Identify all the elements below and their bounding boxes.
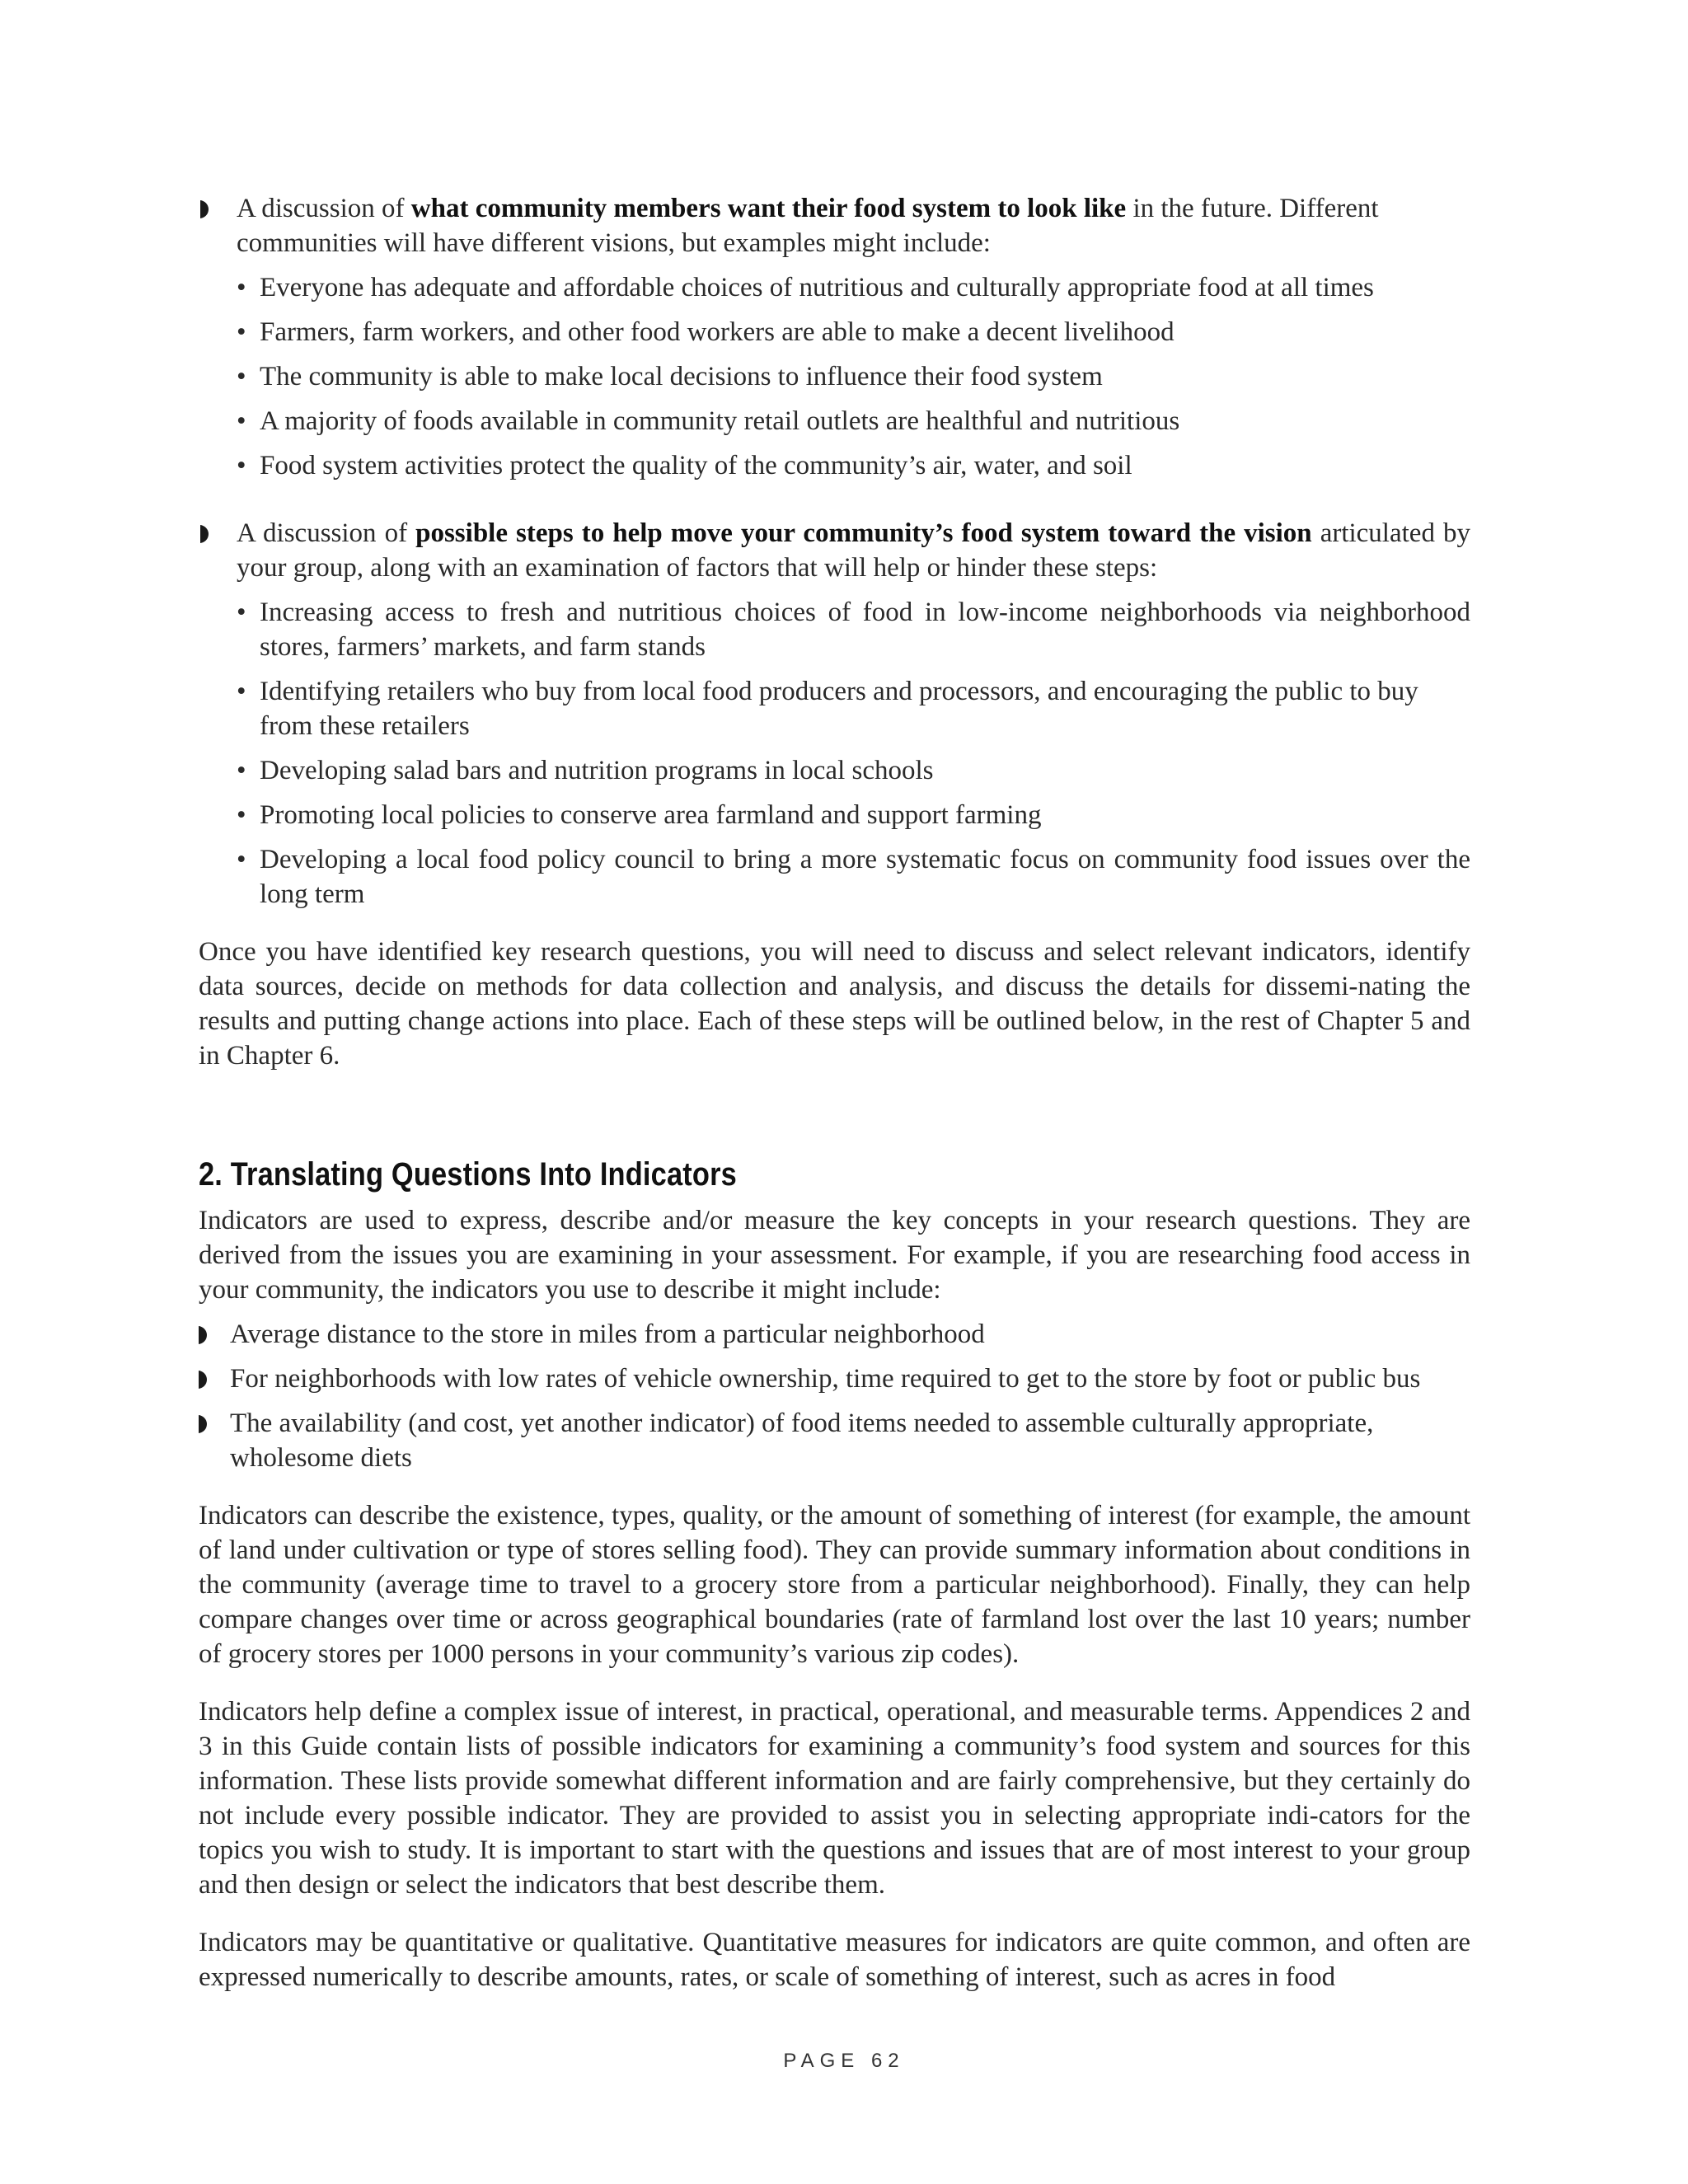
list-item: The availability (and cost, yet another indicator) of food items needed to assemble culturally appropriate, wholesome diets	[199, 1406, 1470, 1475]
steps-examples-list	[237, 595, 1470, 912]
list-item: • A majority of foods available in community retail outlets are healthful and nutritious	[237, 404, 1470, 438]
vision-examples-list	[237, 270, 1470, 483]
list-item: • The community is able to make local decisions to influence their food system	[237, 359, 1470, 394]
list-item: • Increasing access to fresh and nutritious choices of food in low-income neighborhoods via neighborhood stores, farmers’ markets, and farm stands	[237, 595, 1470, 664]
half-circle-bullet-icon	[199, 1415, 210, 1433]
page-number: PAGE 62	[783, 2050, 905, 2072]
list-item: • Developing salad bars and nutrition programs in local schools	[237, 753, 1470, 788]
half-circle-bullet-icon	[200, 200, 212, 218]
list-item: • Farmers, farm workers, and other food workers are able to make a decent livelihood	[237, 315, 1470, 349]
bullet-vision	[199, 191, 1470, 483]
half-circle-bullet-icon	[199, 1326, 210, 1344]
list-item: For neighborhoods with low rates of vehicle ownership, time required to get to the store by foot or public bus	[199, 1361, 1470, 1396]
indicator-examples-list	[199, 1317, 1470, 1475]
paragraph-once: Once you have identified key research questions, you will need to discuss and select relevant indicators, identify data sources, decide on methods for data collection and analysis, and discuss the details for dissemi-nating the results and putting change actions into place. Each of these steps will be outlined below, in the rest of Chapter 5 and in Chapter 6.	[199, 937, 1470, 1071]
paragraph-describe: Indicators can describe the existence, types, quality, or the amount of something of interest (for example, the amount of land under cultivation or type of stores selling food). They can provide summary information about conditions in the community (average time to travel to a grocery store from a particular neighborhood). Finally, they can help compare changes over time or across geographical boundaries (rate of farmland lost over the last 10 years; number of grocery stores per 1000 persons in your community’s various zip codes).	[199, 1501, 1470, 1669]
paragraph-quantitative: Indicators may be quantitative or qualitative. Quantitative measures for indicators are quite common, and often are expressed numerically to describe amounts, rates, or scale of something of interest, such as acres in food	[199, 1928, 1470, 1992]
list-item: • Developing a local food policy council to bring a more systematic focus on community food issues over the long term	[237, 842, 1470, 912]
section-heading: 2. Translating Questions Into Indicators	[199, 1156, 737, 1193]
list-item: • Everyone has adequate and affordable choices of nutritious and culturally appropriate food at all times	[237, 270, 1470, 305]
half-circle-bullet-icon	[200, 525, 212, 543]
paragraph-define: Indicators help define a complex issue of interest, in practical, operational, and measurable terms. Appendices 2 and 3 in this Guide contain lists of possible indicators for examining a community’s food system and sources for this information. These lists provide somewhat different information and are fairly comprehensive, but they certainly do not include every possible indicator. They are provided to assist you in selecting appropriate indi-cators for the topics you wish to study. It is important to start with the questions and issues that are of most interest to your group and then design or select the indicators that best describe them.	[199, 1697, 1470, 1900]
list-item: Average distance to the store in miles from a particular neighborhood	[199, 1317, 1470, 1352]
bullet-steps-text: A discussion of possible steps to help move your community’s food system toward the vision articulated by your group, along with an examination of factors that will help or hinder these steps:	[237, 518, 1470, 583]
list-item: • Promoting local policies to conserve area farmland and support farming	[237, 798, 1470, 832]
list-item: • Food system activities protect the quality of the community’s air, water, and soil	[237, 448, 1470, 483]
bullet-vision-text: A discussion of what community members want their food system to look like in the future. Different communities will have different visions, but examples might include:	[237, 194, 1379, 258]
page-content	[199, 191, 1470, 1994]
paragraph-indicators-intro: Indicators are used to express, describe and/or measure the key concepts in your research questions. They are derived from the issues you are examining in your assessment. For example, if you are researching food access in your community, the indicators you use to describe it might include:	[199, 1206, 1470, 1305]
list-item: • Identifying retailers who buy from local food producers and processors, and encouraging the public to buy from these retailers	[237, 674, 1470, 743]
bullet-steps	[199, 516, 1470, 912]
half-circle-bullet-icon	[199, 1371, 210, 1389]
